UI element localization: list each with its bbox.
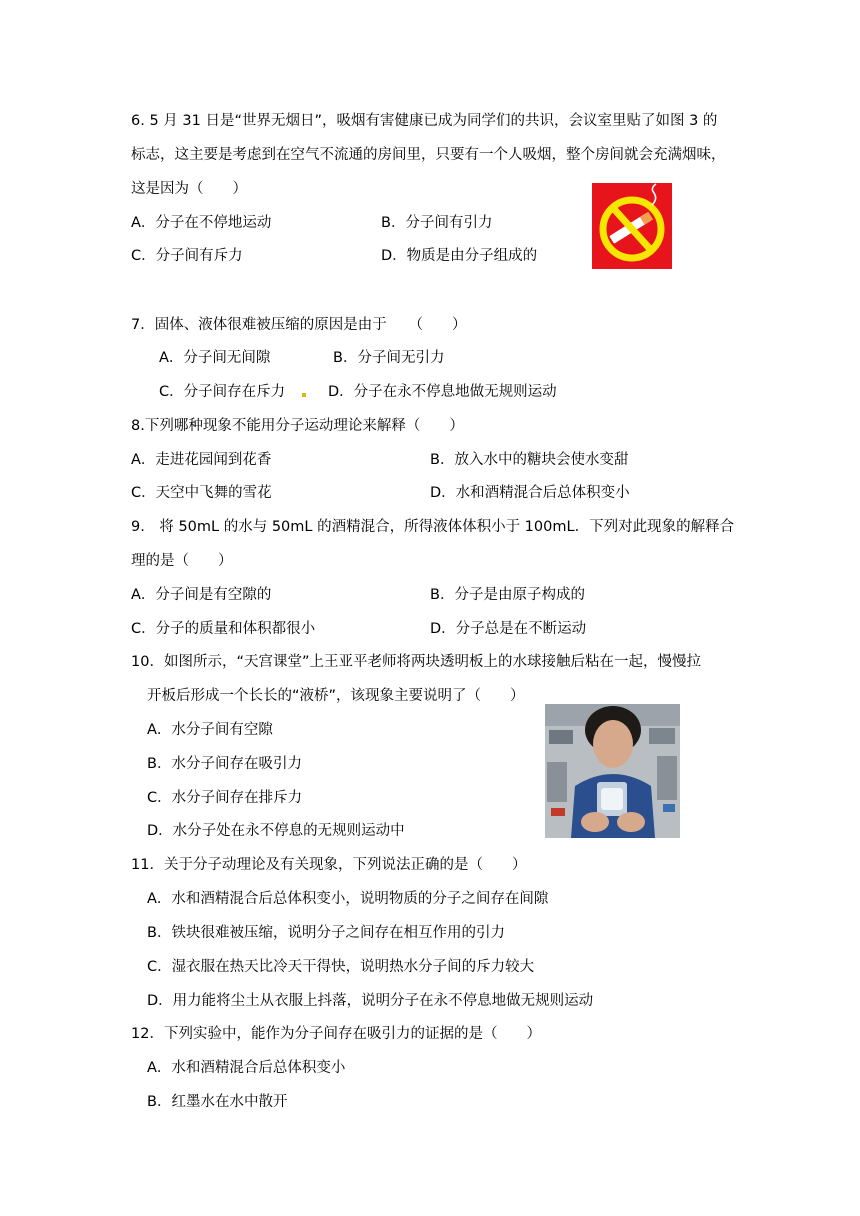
q10-option-a: A．水分子间有空隙 bbox=[147, 722, 273, 738]
q11-option-c: C．湿衣服在热天比冷天干得快，说明热水分子间的斥力较大 bbox=[147, 959, 535, 975]
q7-option-b: B．分子间无引力 bbox=[333, 350, 445, 366]
q10-option-d: D．水分子处在永不停息的无规则运动中 bbox=[147, 823, 405, 839]
no-smoking-sign-image bbox=[592, 183, 672, 269]
q8-option-c: C．天空中飞舞的雪花 bbox=[131, 485, 272, 501]
q11-option-b: B．铁块很难被压缩，说明分子之间存在相互作用的引力 bbox=[147, 925, 505, 941]
q9-stem-line-1: 9. 将 50mL 的水与 50mL 的酒精混合，所得液体体积小于 100mL．下列对此现象的解释合 bbox=[131, 519, 735, 535]
q12-stem: 12．下列实验中，能作为分子间存在吸引力的证据的是（ ） bbox=[131, 1026, 541, 1042]
q10-option-c: C．水分子间存在排斥力 bbox=[147, 790, 303, 806]
no-smoking-icon bbox=[592, 183, 672, 269]
q9-option-a: A．分子间是有空隙的 bbox=[131, 587, 272, 603]
q6-stem-line-2: 标志，这主要是考虑到在空气不流通的房间里，只要有一个人吸烟，整个房间就会充满烟味， bbox=[131, 147, 726, 163]
q6-option-d: D．物质是由分子组成的 bbox=[381, 248, 538, 264]
q6-stem-line-1: 6. 5 月 31 日是“世界无烟日”，吸烟有害健康已成为同学们的共识，会议室里贴了如图 3 的 bbox=[131, 113, 718, 129]
q8-option-a: A．走进花园闻到花香 bbox=[131, 452, 272, 468]
q11-stem: 11．关于分子动理论及有关现象，下列说法正确的是（ ） bbox=[131, 857, 527, 873]
q6-option-b: B．分子间有引力 bbox=[381, 215, 493, 231]
q7-option-c: C．分子间存在斥力 bbox=[159, 384, 286, 400]
q9-option-c: C．分子的质量和体积都很小 bbox=[131, 621, 316, 637]
q11-option-a: A．水和酒精混合后总体积变小，说明物质的分子之间存在间隙 bbox=[147, 891, 549, 907]
q6-stem-line-3: 这是因为（ ） bbox=[131, 181, 247, 197]
q9-option-d: D．分子总是在不断运动 bbox=[430, 621, 587, 637]
q12-option-b: B．红墨水在水中散开 bbox=[147, 1094, 288, 1110]
q8-option-b: B．放入水中的糖块会使水变甜 bbox=[430, 452, 629, 468]
q11-option-d: D．用力能将尘土从衣服上抖落，说明分子在永不停息地做无规则运动 bbox=[147, 993, 594, 1009]
stray-mark bbox=[302, 393, 306, 397]
q9-option-b: B．分子是由原子构成的 bbox=[430, 587, 585, 603]
q6-option-c: C．分子间有斥力 bbox=[131, 248, 243, 264]
q7-option-a: A．分子间无间隙 bbox=[159, 350, 271, 366]
q8-stem: 8.下列哪种现象不能用分子运动理论来解释（ ） bbox=[131, 418, 464, 434]
q10-option-b: B．水分子间存在吸引力 bbox=[147, 756, 302, 772]
q6-option-a: A．分子在不停地运动 bbox=[131, 215, 272, 231]
q9-stem-line-2: 理的是（ ） bbox=[131, 553, 233, 569]
q7-stem: 7．固体、液体很难被压缩的原因是由于 （ ） bbox=[131, 317, 467, 333]
q7-option-d: D．分子在永不停息地做无规则运动 bbox=[328, 384, 557, 400]
q12-option-a: A．水和酒精混合后总体积变小 bbox=[147, 1060, 346, 1076]
q8-option-d: D．水和酒精混合后总体积变小 bbox=[430, 485, 630, 501]
astronaut-photo-icon bbox=[545, 704, 680, 838]
q10-stem-line-2: 开板后形成一个长长的“液桥”，该现象主要说明了（ ） bbox=[147, 688, 525, 704]
q10-stem-line-1: 10．如图所示，“天宫课堂”上王亚平老师将两块透明板上的水球接触后粘在一起，慢慢拉 bbox=[131, 654, 701, 670]
space-classroom-photo bbox=[545, 704, 680, 838]
